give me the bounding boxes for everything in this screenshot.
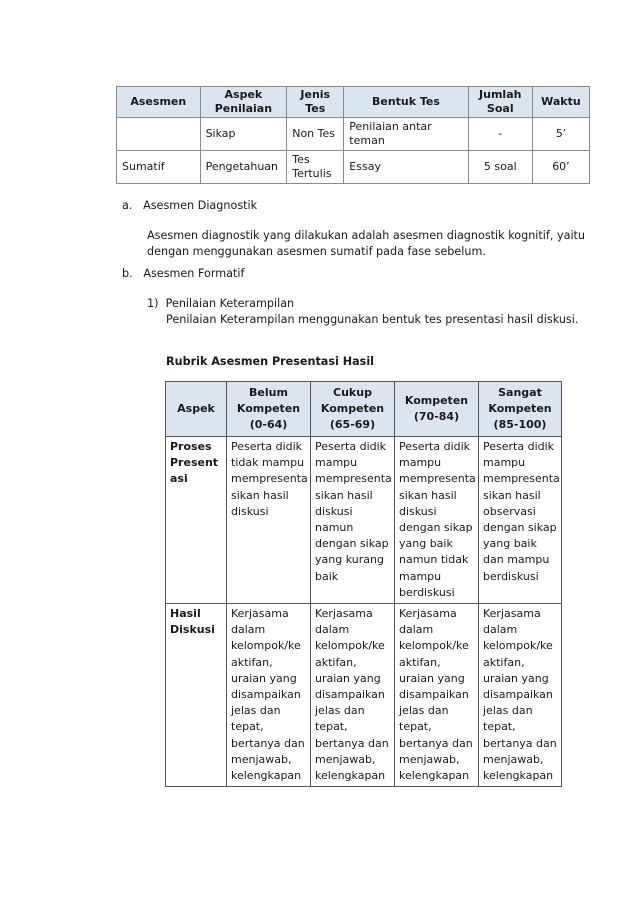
table-cell: Pengetahuan	[200, 151, 287, 184]
table-cell: Kerjasama dalam kelompok/ke aktifan, uraian yang disampaikan jelas dan tepat, bertanya dan menjawab, kelengkapan	[311, 604, 395, 787]
table-row	[166, 604, 562, 787]
header-jumlah-soal: Jumlah Soal	[468, 87, 532, 118]
header-waktu: Waktu	[532, 87, 589, 118]
header-belum-kompeten: Belum Kompeten (0-64)	[227, 382, 311, 437]
table-row	[117, 151, 590, 184]
table-header-row	[117, 87, 590, 118]
item-1-title: 1) Penilaian Keterampilan	[147, 297, 295, 310]
header-asesmen: Asesmen	[117, 87, 201, 118]
table-cell: Kerjasama dalam kelompok/ke aktifan, uraian yang disampaikan jelas dan tepat, bertanya dan menjawab, kelengkapan	[479, 604, 562, 787]
section-b-heading: b. Asesmen Formatif	[122, 267, 245, 280]
section-a-line-1: Asesmen diagnostik yang dilakukan adalah asesmen diagnostik kognitif, yaitu	[147, 229, 586, 242]
header-aspek-penilaian: Aspek Penilaian	[200, 87, 287, 118]
rubric-table	[165, 381, 562, 787]
table-cell: Sumatif	[117, 151, 201, 184]
table-cell: Peserta didik mampu mempresenta sikan hasil observasi dengan sikap yang baik dan mampu berdiskusi	[479, 437, 562, 604]
table-cell: Tes Tertulis	[287, 151, 344, 184]
table-header-row	[166, 382, 562, 437]
table-cell: Essay	[344, 151, 468, 184]
rubric-title: Rubrik Asesmen Presentasi Hasil	[166, 355, 374, 368]
header-bentuk-tes: Bentuk Tes	[344, 87, 468, 118]
table-cell: Penilaian antar teman	[344, 118, 468, 151]
table-cell: Peserta didik mampu mempresenta sikan hasil diskusi namun dengan sikap yang kurang baik	[311, 437, 395, 604]
header-sangat-kompeten: Sangat Kompeten (85-100)	[479, 382, 562, 437]
table-cell: Kerjasama dalam kelompok/ke aktifan, uraian yang disampaikan jelas dan tepat, bertanya dan menjawab, kelengkapan	[395, 604, 479, 787]
section-a-heading: a. Asesmen Diagnostik	[122, 199, 258, 212]
rubric-aspect-label: Proses Present asi	[166, 437, 227, 604]
table-cell	[117, 118, 201, 151]
table-cell: 5 soal	[468, 151, 532, 184]
item-1-text: Penilaian Keterampilan menggunakan bentuk tes presentasi hasil diskusi.	[166, 313, 579, 326]
table-cell: 5’	[532, 118, 589, 151]
table-cell: Non Tes	[287, 118, 344, 151]
table-row	[166, 437, 562, 604]
table-cell: Kerjasama dalam kelompok/ke aktifan, uraian yang disampaikan jelas dan tepat, bertanya dan menjawab, kelengkapan	[227, 604, 311, 787]
header-kompeten: Kompeten (70-84)	[395, 382, 479, 437]
rubric-aspect-label: Hasil Diskusi	[166, 604, 227, 787]
table-cell: Sikap	[200, 118, 287, 151]
assessment-summary-table	[116, 86, 590, 184]
table-cell: -	[468, 118, 532, 151]
table-cell: 60’	[532, 151, 589, 184]
table-row	[117, 118, 590, 151]
table-cell: Peserta didik tidak mampu mempresenta sikan hasil diskusi	[227, 437, 311, 604]
table-cell: Peserta didik mampu mempresenta sikan hasil diskusi dengan sikap yang baik namun tidak mampu berdiskusi	[395, 437, 479, 604]
header-jenis-tes: Jenis Tes	[287, 87, 344, 118]
header-cukup-kompeten: Cukup Kompeten (65-69)	[311, 382, 395, 437]
section-a-line-2: dengan menggunakan asesmen sumatif pada fase sebelum.	[147, 245, 486, 258]
header-aspek: Aspek	[166, 382, 227, 437]
